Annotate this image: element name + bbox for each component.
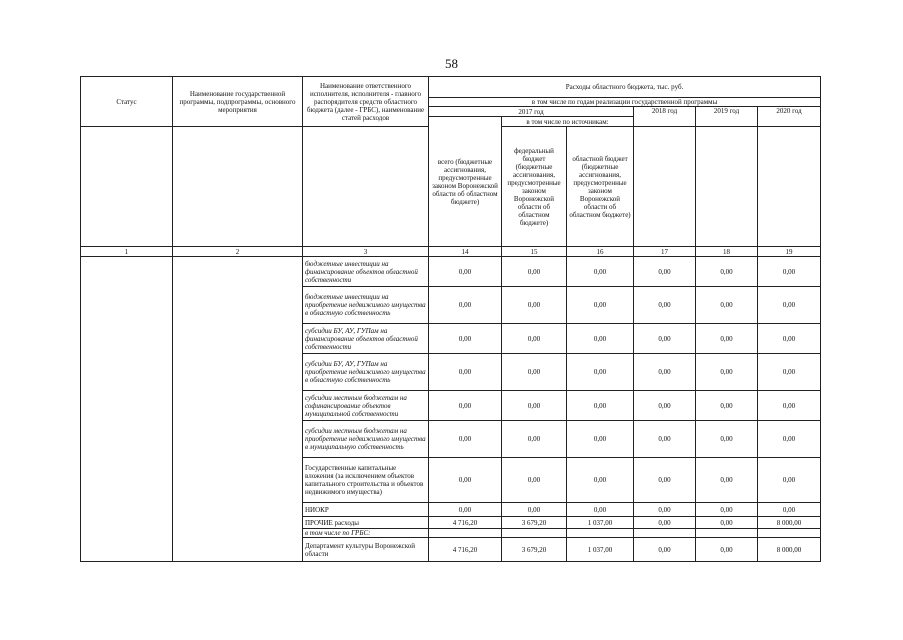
column-number: 1 bbox=[81, 247, 173, 257]
header-2019-cont bbox=[696, 127, 758, 247]
row-value: 0,00 bbox=[502, 391, 567, 421]
row-value: 4 716,20 bbox=[429, 517, 502, 529]
column-number: 14 bbox=[429, 247, 502, 257]
row-value: 0,00 bbox=[429, 287, 502, 324]
row-value: 0,00 bbox=[502, 458, 567, 503]
header-total: всего (бюджетные ассигнования, предусмотренные законом Воронежской области об областном бюджете) bbox=[429, 117, 502, 247]
header-by-years: в том числе по годам реализации государственной программы bbox=[429, 98, 821, 107]
row-value bbox=[567, 529, 634, 538]
row-value: 0,00 bbox=[634, 287, 696, 324]
row-value: 0,00 bbox=[502, 324, 567, 354]
row-value: 0,00 bbox=[502, 503, 567, 517]
row-value: 0,00 bbox=[696, 354, 758, 391]
row-value: 0,00 bbox=[696, 517, 758, 529]
header-program-name: Наименование государственной программы, подпрограммы, основного мероприятия bbox=[173, 77, 303, 127]
row-value: 0,00 bbox=[429, 421, 502, 458]
row-value: 0,00 bbox=[696, 324, 758, 354]
header-2020-cont bbox=[758, 127, 821, 247]
row-value: 0,00 bbox=[567, 421, 634, 458]
row-value: 0,00 bbox=[567, 257, 634, 287]
row-label: бюджетные инвестиции на приобретение недвижимого имущества в областную собственность bbox=[303, 287, 429, 324]
row-value: 0,00 bbox=[634, 458, 696, 503]
row-label: субсидии местным бюджетам на приобретение недвижимого имущества в муниципальную собственность bbox=[303, 421, 429, 458]
row-value: 8 000,00 bbox=[758, 517, 821, 529]
header-executor: Наименование ответственного исполнителя, исполнителя - главного распорядителя средств областного бюджета (далее - ГРБС), наименование статей расходов bbox=[303, 77, 429, 127]
row-value: 0,00 bbox=[429, 458, 502, 503]
page-number: 58 bbox=[445, 56, 458, 71]
header-federal: федеральный бюджет (бюджетные ассигнования, предусмотренные законом Воронежской области об областном бюджете) bbox=[502, 127, 567, 247]
table-row bbox=[81, 257, 821, 287]
row-value: 0,00 bbox=[502, 421, 567, 458]
row-value: 0,00 bbox=[758, 354, 821, 391]
column-number: 16 bbox=[567, 247, 634, 257]
column-number: 19 bbox=[758, 247, 821, 257]
row-value: 0,00 bbox=[696, 421, 758, 458]
table-body bbox=[81, 257, 821, 562]
row-value bbox=[502, 529, 567, 538]
column-number: 18 bbox=[696, 247, 758, 257]
row-value: 0,00 bbox=[696, 391, 758, 421]
row-label: субсидии БУ, АУ, ГУПам на приобретение недвижимого имущества в областную собственность bbox=[303, 354, 429, 391]
header-year-2019: 2019 год bbox=[696, 107, 758, 127]
row-value: 0,00 bbox=[502, 287, 567, 324]
row-value: 0,00 bbox=[567, 287, 634, 324]
header-executor-cont bbox=[303, 127, 429, 247]
table-header bbox=[81, 77, 821, 257]
row-value: 0,00 bbox=[758, 287, 821, 324]
row-value: 0,00 bbox=[758, 324, 821, 354]
row-value: 0,00 bbox=[634, 421, 696, 458]
column-number: 2 bbox=[173, 247, 303, 257]
row-value: 0,00 bbox=[429, 503, 502, 517]
row-label: Департамент культуры Воронежской области bbox=[303, 538, 429, 562]
row-value: 0,00 bbox=[634, 517, 696, 529]
row-value: 0,00 bbox=[634, 324, 696, 354]
row-value: 1 037,00 bbox=[567, 538, 634, 562]
row-label: ПРОЧИЕ расходы bbox=[303, 517, 429, 529]
row-value: 0,00 bbox=[758, 257, 821, 287]
row-value: 0,00 bbox=[758, 391, 821, 421]
row-label: НИОКР bbox=[303, 503, 429, 517]
row-value: 8 000,00 bbox=[758, 538, 821, 562]
row-value bbox=[758, 529, 821, 538]
row-value: 0,00 bbox=[429, 391, 502, 421]
header-by-sources: в том числе по источникам: bbox=[502, 117, 634, 127]
header-year-2017: 2017 год bbox=[429, 107, 634, 117]
row-value bbox=[634, 529, 696, 538]
row-value: 1 037,00 bbox=[567, 517, 634, 529]
header-2018-cont bbox=[634, 127, 696, 247]
row-value: 0,00 bbox=[758, 421, 821, 458]
row-value: 0,00 bbox=[634, 391, 696, 421]
row-value: 0,00 bbox=[696, 458, 758, 503]
row-value: 0,00 bbox=[634, 538, 696, 562]
row-label: в том числе по ГРБС: bbox=[303, 529, 429, 538]
row-value: 3 679,20 bbox=[502, 538, 567, 562]
header-regional: областной бюджет (бюджетные ассигнования, предусмотренные законом Воронежской области об областном бюджете) bbox=[567, 127, 634, 247]
header-expenses-title: Расходы областного бюджета, тыс. руб. bbox=[429, 77, 821, 98]
row-value: 0,00 bbox=[429, 324, 502, 354]
header-status: Статус bbox=[81, 77, 173, 127]
row-value: 0,00 bbox=[567, 458, 634, 503]
row-value: 0,00 bbox=[429, 257, 502, 287]
row-value: 0,00 bbox=[502, 354, 567, 391]
row-value: 0,00 bbox=[502, 257, 567, 287]
row-value: 0,00 bbox=[634, 354, 696, 391]
header-year-2020: 2020 год bbox=[758, 107, 821, 127]
row-value: 0,00 bbox=[758, 503, 821, 517]
column-number: 15 bbox=[502, 247, 567, 257]
row-value: 0,00 bbox=[429, 354, 502, 391]
row-value: 0,00 bbox=[696, 538, 758, 562]
column-number: 17 bbox=[634, 247, 696, 257]
row-value: 0,00 bbox=[567, 503, 634, 517]
row-label: бюджетные инвестиции на финансирование объектов областной собственности bbox=[303, 257, 429, 287]
row-value: 0,00 bbox=[758, 458, 821, 503]
column-numbers-row bbox=[81, 247, 821, 257]
row-value: 0,00 bbox=[634, 257, 696, 287]
row-value: 0,00 bbox=[567, 324, 634, 354]
header-year-2018: 2018 год bbox=[634, 107, 696, 127]
row-value: 4 716,20 bbox=[429, 538, 502, 562]
budget-table bbox=[80, 76, 821, 562]
row-value: 0,00 bbox=[696, 503, 758, 517]
row-value bbox=[429, 529, 502, 538]
row-value: 0,00 bbox=[696, 257, 758, 287]
header-status-cont bbox=[81, 127, 173, 247]
row-label: субсидии местным бюджетам на софинансирование объектов муниципальной собственности bbox=[303, 391, 429, 421]
row-value: 0,00 bbox=[567, 391, 634, 421]
row-value: 0,00 bbox=[696, 287, 758, 324]
row-value: 0,00 bbox=[634, 503, 696, 517]
row-value bbox=[696, 529, 758, 538]
row-label: Государственные капитальные вложения (за исключением объектов капитального строительства и объектов недвижимого имущества) bbox=[303, 458, 429, 503]
column-number: 3 bbox=[303, 247, 429, 257]
program-cell bbox=[173, 257, 303, 562]
row-value: 3 679,20 bbox=[502, 517, 567, 529]
row-label: субсидии БУ, АУ, ГУПам на финансирование объектов областной собственности bbox=[303, 324, 429, 354]
status-cell bbox=[81, 257, 173, 562]
row-value: 0,00 bbox=[567, 354, 634, 391]
header-program-cont bbox=[173, 127, 303, 247]
